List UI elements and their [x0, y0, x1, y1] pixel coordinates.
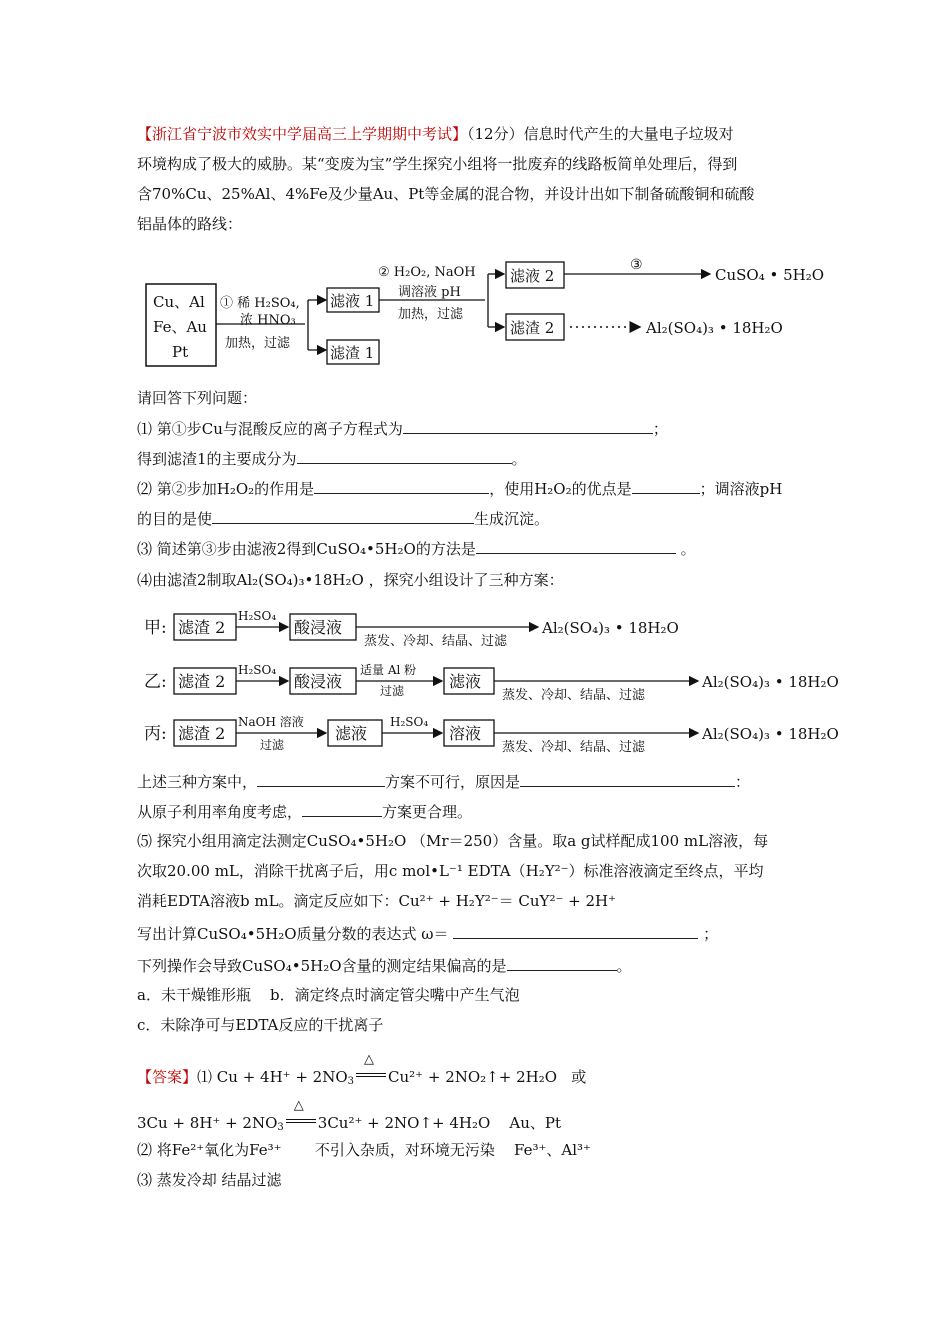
- q1-line-a: ⑴ 第①步Cu与混酸反应的离子方程式为 ；: [137, 420, 668, 438]
- scheme-yi-filtrate: 滤液: [449, 672, 482, 691]
- scheme-jia-product: Al₂(SO₄)₃ • 18H₂O: [542, 619, 679, 637]
- residue1-box: 滤渣 1: [330, 344, 375, 362]
- scheme-yi-acid: H₂SO₄: [238, 663, 277, 677]
- scheme-jia-acid: H₂SO₄: [238, 609, 277, 623]
- step1-reagent-1: ① 稀 H₂SO₄,: [220, 296, 300, 311]
- scheme-bing-product: Al₂(SO₄)₃ • 18H₂O: [702, 725, 839, 743]
- scheme-bing-filtrate: 滤液: [335, 724, 368, 743]
- scheme-yi-filter: 过滤: [380, 684, 405, 698]
- q5-options-ab: a．未干燥锥形瓶 b．滴定终点时滴定管尖嘴中产生气泡: [137, 986, 520, 1004]
- scheme-yi-leach: 酸浸液: [294, 672, 343, 691]
- answer-line-1: 【答案】⑴ Cu + 4H⁺ + 2NO3 △ Cu²⁺ + 2NO₂↑+ 2H₂O 或: [137, 1052, 587, 1087]
- blank-omega-expression[interactable]: [453, 923, 698, 939]
- q2-line-b: 的目的是使 生成沉淀。: [137, 510, 550, 528]
- source-label: 【浙江省宁波市效实中学届高三上学期期中考试】: [137, 125, 468, 143]
- q3-blank-method[interactable]: [476, 538, 676, 554]
- filtrate2-box: 滤液 2: [510, 267, 555, 285]
- flow-diagram-schemes: [140, 600, 840, 756]
- scheme-bing-naoh: NaOH 溶液: [238, 715, 304, 729]
- step1-condition: 加热，过滤: [225, 336, 291, 351]
- q4-line: ⑷由滤渣2制取Al₂(SO₄)₃•18H₂O ，探究小组设计了三种方案：: [137, 571, 564, 589]
- q2-blank-purpose[interactable]: [212, 508, 474, 524]
- blank-reason[interactable]: [520, 771, 735, 787]
- q2-line-a: ⑵ 第②步加H₂O₂的作用是 ，使用H₂O₂的优点是 ；调溶液pH: [137, 480, 783, 498]
- blank-better-scheme[interactable]: [302, 801, 382, 817]
- q3-line: ⑶ 简述第③步由滤液2得到CuSO₄•5H₂O的方法是 。: [137, 540, 696, 558]
- scheme-jia-process: 蒸发、冷却、结晶、过滤: [364, 634, 508, 649]
- q5-line-1: ⑸ 探究小组用滴定法测定CuSO₄•5H₂O （Mr＝250）含量。取a g试样配成100 mL溶液，每: [137, 832, 769, 850]
- answer-line-2: 3Cu + 8H⁺ + 2NO3 △ 3Cu²⁺ + 2NO↑+ 4H₂O Au、Pt: [137, 1098, 561, 1133]
- scheme-jia-residue: 滤渣 2: [178, 618, 226, 637]
- flow-diagram-main: [140, 252, 840, 372]
- heat-arrow-1: △: [354, 1062, 388, 1082]
- scheme-bing-label: 丙:: [144, 724, 167, 744]
- intro-line-2: 环境构成了极大的威胁。某“变废为宝”学生探究小组将一批废弃的线路板简单处理后，得到: [137, 155, 738, 173]
- step2-ph: 调溶液 pH: [398, 285, 461, 300]
- start-text-1: Cu、Al: [153, 293, 205, 311]
- residue2-box: 滤渣 2: [510, 319, 555, 337]
- scheme-yi-product: Al₂(SO₄)₃ • 18H₂O: [702, 673, 839, 691]
- intro-line-1: 【浙江省宁波市效实中学届高三上学期期中考试】（12分）信息时代产生的大量电子垃圾对: [137, 125, 734, 143]
- scheme-yi-residue: 滤渣 2: [178, 672, 226, 691]
- q2-blank-advantage[interactable]: [632, 478, 700, 494]
- start-text-2: Fe、Au: [153, 318, 207, 336]
- scheme-yi-process: 蒸发、冷却、结晶、过滤: [502, 688, 646, 703]
- product-al2so43: Al₂(SO₄)₃ • 18H₂O: [646, 319, 783, 337]
- scheme-yi-al: 适量 Al 粉: [360, 663, 417, 677]
- q5-line-4: 写出计算CuSO₄•5H₂O质量分数的表达式 ω＝ ；: [137, 925, 719, 943]
- scheme-yi-label: 乙:: [144, 672, 167, 692]
- q1-blank-equation[interactable]: [403, 418, 653, 434]
- answer-label: 【答案】: [137, 1068, 198, 1086]
- q1-blank-residue[interactable]: [297, 448, 512, 464]
- answer-line-3: ⑵ 将Fe²⁺氧化为Fe³⁺ 不引入杂质，对环境无污染 Fe³⁺、Al³⁺: [137, 1141, 591, 1159]
- step2-condition: 加热，过滤: [398, 307, 464, 322]
- blank-infeasible-scheme[interactable]: [257, 771, 385, 787]
- q5-option-c: c．未除净可与EDTA反应的干扰离子: [137, 1016, 384, 1034]
- start-text-3: Pt: [172, 343, 189, 361]
- scheme-bing-process: 蒸发、冷却、结晶、过滤: [502, 740, 646, 755]
- q1-line-b: 得到滤渣1的主要成分为 。: [137, 450, 527, 468]
- scheme-bing-solution: 溶液: [449, 724, 482, 743]
- answer-line-4: ⑶ 蒸发冷却 结晶过滤: [137, 1171, 282, 1189]
- intro-line-4: 铝晶体的路线：: [137, 215, 243, 233]
- after-line-1: 上述三种方案中， 方案不可行，原因是 ：: [137, 773, 751, 791]
- q5-line-3: 消耗EDTA溶液b mL。滴定反应如下：Cu²⁺ + H₂Y²⁻＝ CuY²⁻ + 2H⁺: [137, 892, 617, 910]
- step1-reagent-2: 浓 HNO₃: [240, 313, 296, 328]
- q5-line-5: 下列操作会导致CuSO₄•5H₂O含量的测定结果偏高的是 。: [137, 957, 632, 975]
- scheme-jia-leach: 酸浸液: [294, 618, 343, 637]
- step2-reagent: ② H₂O₂, NaOH: [378, 265, 476, 280]
- blank-higher-result[interactable]: [507, 955, 617, 971]
- intro-line-3: 含70%Cu、25%Al、4%Fe及少量Au、Pt等金属的混合物，并设计出如下制备硫酸铜和硫酸: [137, 185, 755, 203]
- scheme-bing-filter: 过滤: [260, 738, 285, 752]
- q5-line-2: 次取20.00 mL，消除干扰离子后，用c mol•L⁻¹ EDTA（H₂Y²⁻）标准溶液滴定至终点，平均: [137, 862, 764, 880]
- scheme-bing-residue: 滤渣 2: [178, 724, 226, 743]
- q2-blank-role[interactable]: [314, 478, 489, 494]
- filtrate1-box: 滤液 1: [330, 292, 375, 310]
- after-line-2: 从原子利用率角度考虑， 方案更合理。: [137, 803, 473, 821]
- scheme-jia-label: 甲:: [144, 618, 167, 638]
- question-prompt: 请回答下列问题：: [137, 389, 258, 407]
- heat-arrow-2: △: [284, 1108, 318, 1128]
- step3-label: ③: [630, 257, 643, 273]
- scheme-bing-acid: H₂SO₄: [390, 715, 429, 729]
- product-cuso4: CuSO₄ • 5H₂O: [715, 266, 825, 284]
